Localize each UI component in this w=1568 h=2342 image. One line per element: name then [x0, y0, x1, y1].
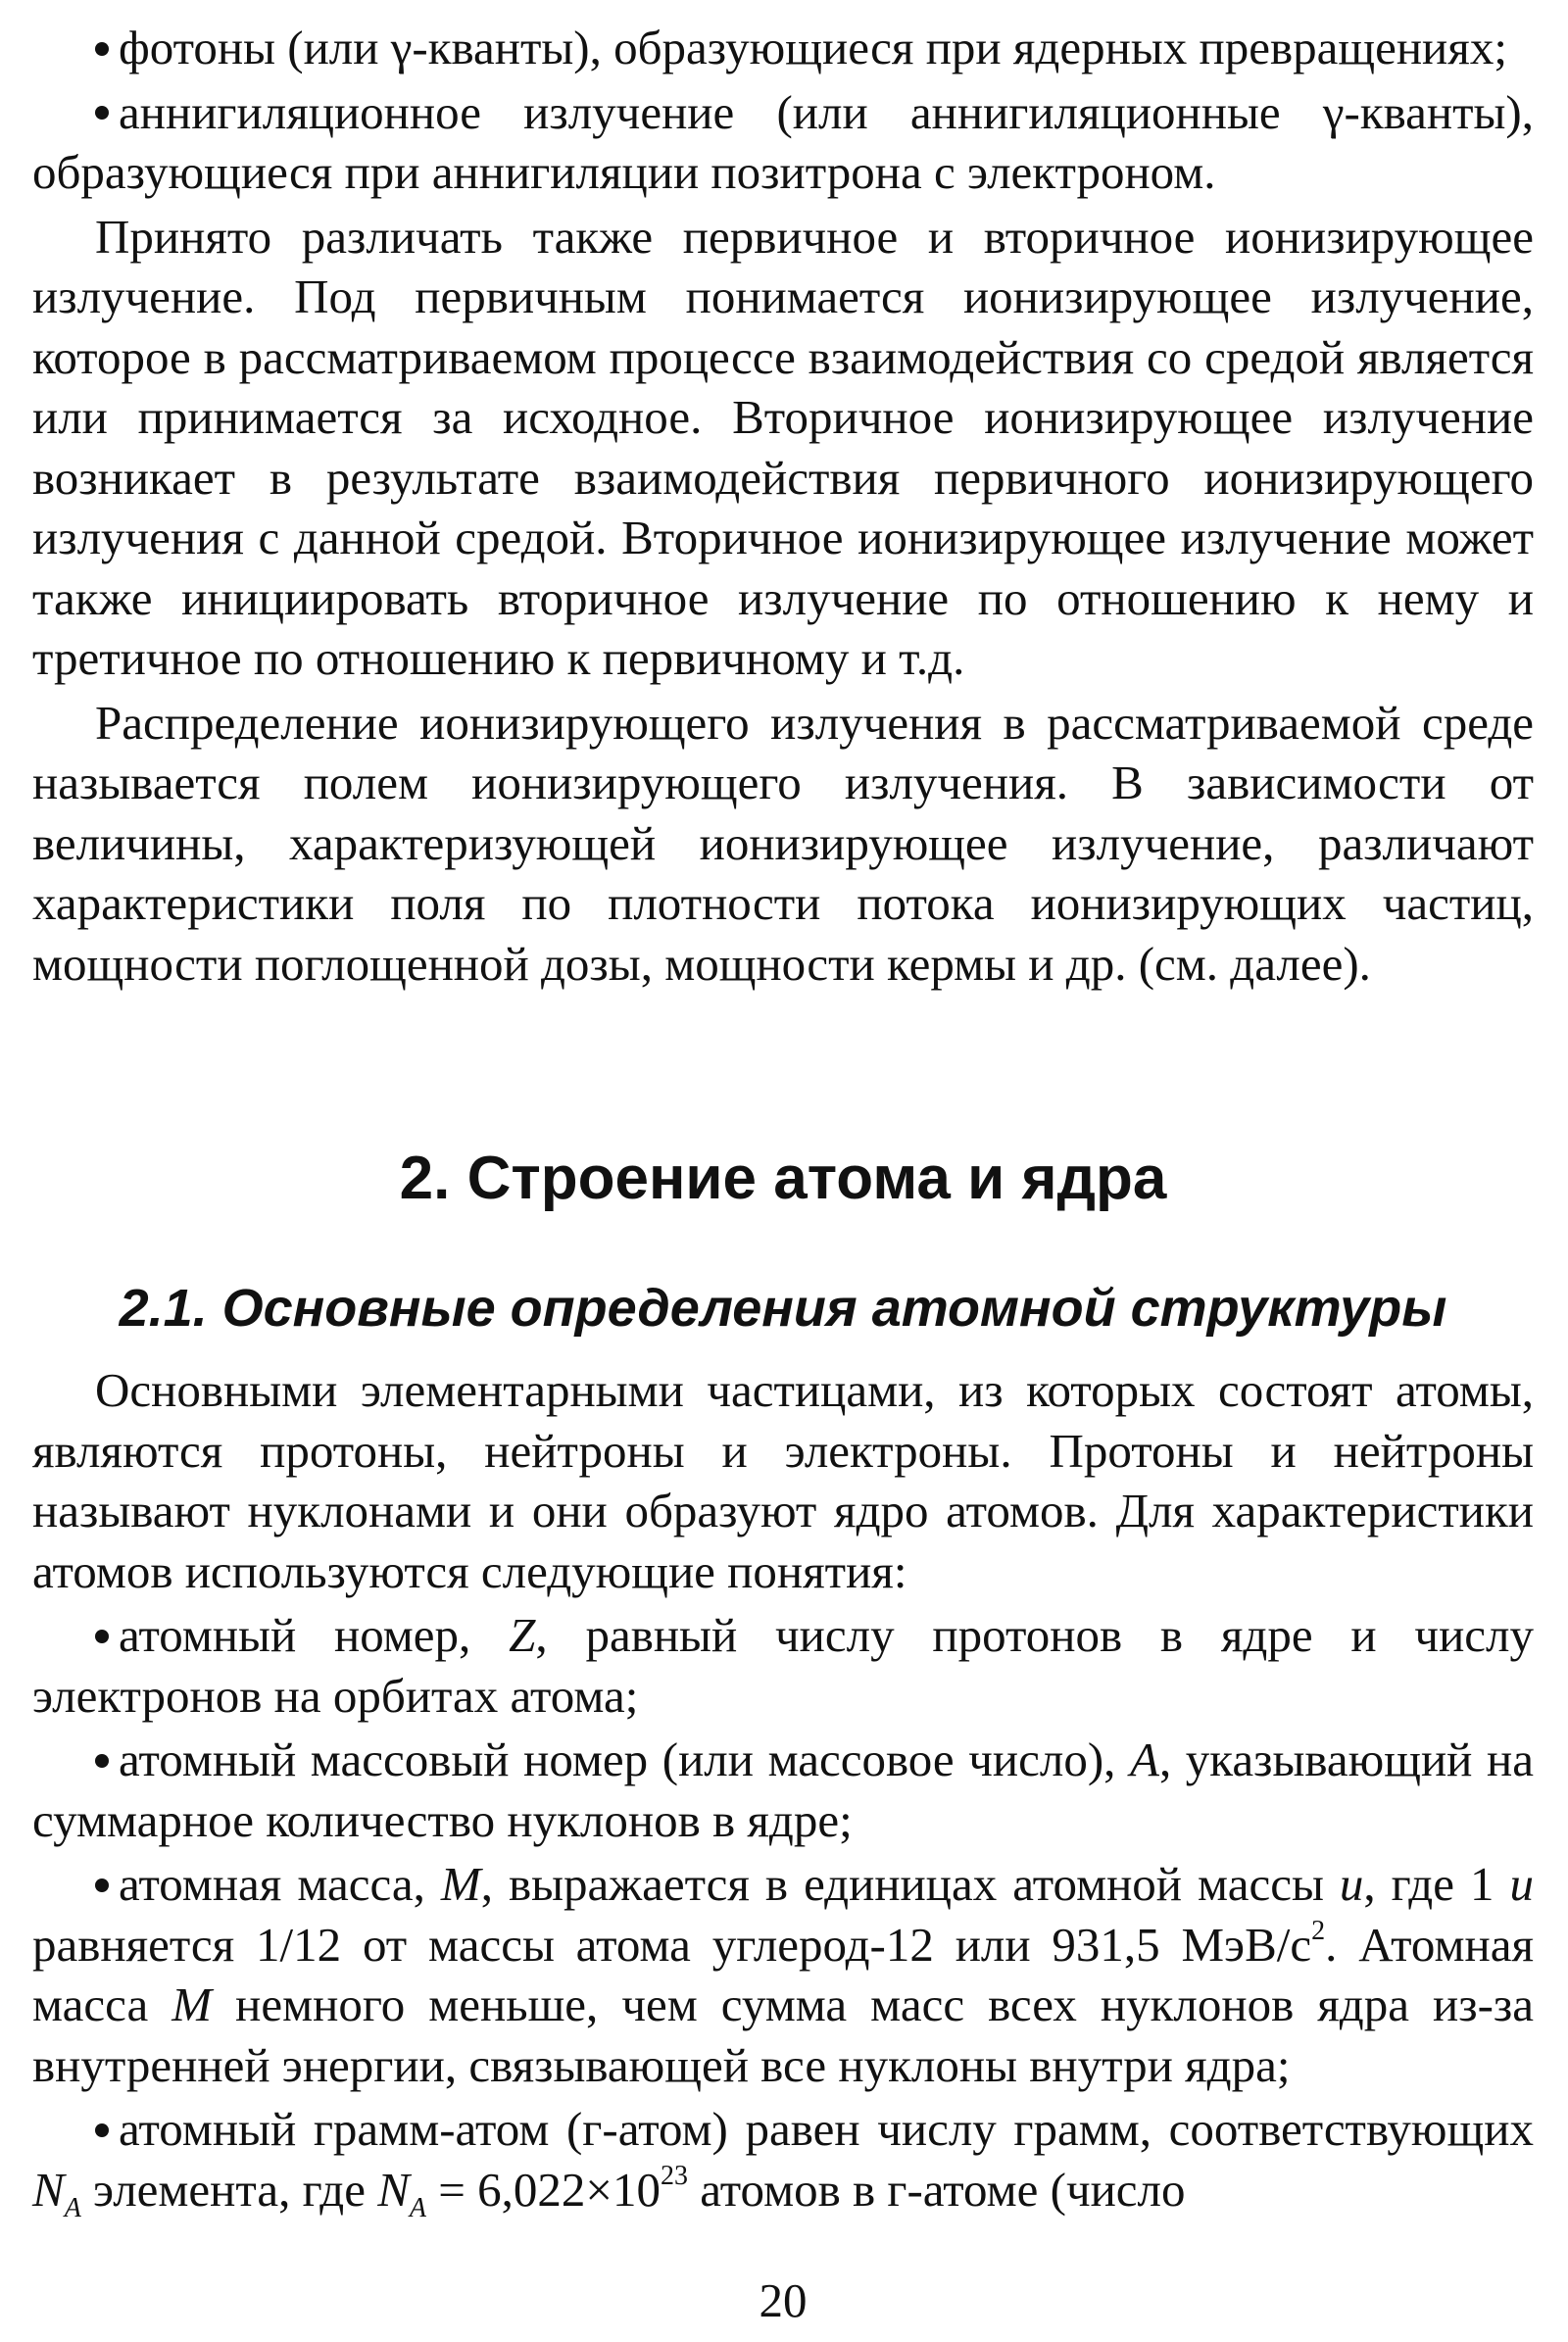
page-number: 20 — [759, 2273, 808, 2327]
bullet-mass-number — [32, 1730, 1534, 1850]
text-run: атомный массовый номер (или массовое число), — [119, 1732, 1130, 1786]
variable-u: u — [1339, 1857, 1364, 1911]
text-run: атомов в г-атоме (число — [688, 2162, 1186, 2217]
text-run: = 6,022×10 — [426, 2162, 662, 2217]
text-run: немного меньше, чем сумма масс всех нуклонов ядра из-за внутренней энергии, связывающей все нуклоны внутри ядра; — [32, 1977, 1535, 2092]
text-run: атомная масса, — [119, 1857, 441, 1911]
paragraph-intro: Основными элементарными частицами, из которых состоят атомы, являются протоны, нейтроны и электроны. Протоны и нейтроны называют нуклонами и они образуют ядро атомов. Для характеристики атомов используются следующие понятия: — [32, 1363, 1534, 1598]
paragraph-radiation-field: Распределение ионизирующего излучения в рассматриваемой среде называется полем ионизирующего излучения. В зависимости от величины, характеризующей ионизирующее излучение, различают характеристики поля по плотности потока ионизирующих частиц, мощности поглощенной дозы, мощности кермы и др. (см. далее). — [32, 695, 1534, 991]
text-run: , равный числу протонов в ядре и числу электронов на орбитах атома; — [32, 1608, 1534, 1723]
text-run: элемента, где — [80, 2162, 378, 2217]
bullet-dot-icon — [95, 1754, 109, 1768]
variable-n: N — [32, 2162, 65, 2217]
bullet-dot-icon — [95, 1630, 109, 1643]
document-page — [32, 18, 1534, 2330]
bullet-photons — [32, 18, 1534, 78]
subscript: A — [64, 2192, 81, 2223]
variable-u: u — [1509, 1857, 1535, 1911]
bullet-photons-text: фотоны (или γ-кванты), образующиеся при ядерных превращениях; — [119, 21, 1507, 74]
text-run: атомный номер, — [119, 1608, 510, 1662]
bullet-dot-icon — [95, 106, 109, 120]
text-run: , где 1 — [1363, 1857, 1510, 1911]
variable-a: A — [1130, 1732, 1159, 1786]
bullet-dot-icon — [95, 1878, 109, 1892]
bullet-atomic-number — [32, 1605, 1534, 1726]
variable-m: M — [440, 1857, 481, 1911]
bottom-text-block — [32, 1360, 1535, 2223]
bullet-atomic-mass — [32, 1854, 1534, 2095]
subscript: A — [409, 2192, 427, 2223]
bullet-annihilation — [32, 82, 1534, 203]
variable-m: M — [172, 1977, 213, 2031]
superscript: 23 — [661, 2161, 689, 2192]
bullet-dot-icon — [95, 2123, 109, 2137]
paragraph-primary-secondary: Принято различать также первичное и вторичное ионизирующее излучение. Под первичным понимается ионизирующее излучение, которое в рассматриваемом процессе взаимодействия со средой является или принимается за исходное. Вторичное ионизирующее излучение возникает в результате взаимодействия первичного ионизирующего излучения с данной средой. Вторичное ионизирующее излучение может также инициировать вторичное излучение по отношению к нему и третичное по отношению к первичному и т.д. — [32, 209, 1534, 685]
variable-n: N — [377, 2162, 410, 2217]
top-text-block — [32, 18, 1534, 994]
bullet-annihilation-text: аннигиляционное излучение (или аннигиляционные γ-кванты), образующиеся при аннигиляции позитрона с электроном. — [32, 84, 1534, 199]
text-run: , выражается в единицах атомной массы — [480, 1857, 1340, 1911]
text-run: , указывающий на суммарное количество нуклонов в ядре; — [32, 1732, 1534, 1847]
bullet-dot-icon — [95, 42, 109, 56]
text-run: равняется 1/12 от массы атома углерод-12 или 931,5 МэВ/с — [32, 1917, 1312, 1972]
subsection-title: 2.1. Основные определения атомной структуры — [119, 1279, 1447, 1338]
section-title: 2. Строение атома и ядра — [399, 1145, 1167, 1212]
bullet-gram-atom — [32, 2099, 1534, 2223]
text-run: . Атомная масса — [32, 1917, 1534, 2031]
variable-z: Z — [509, 1608, 536, 1662]
superscript: 2 — [1311, 1916, 1326, 1947]
text-run: атомный грамм-атом (г-атом) равен числу грамм, соответствующих — [119, 2102, 1534, 2156]
